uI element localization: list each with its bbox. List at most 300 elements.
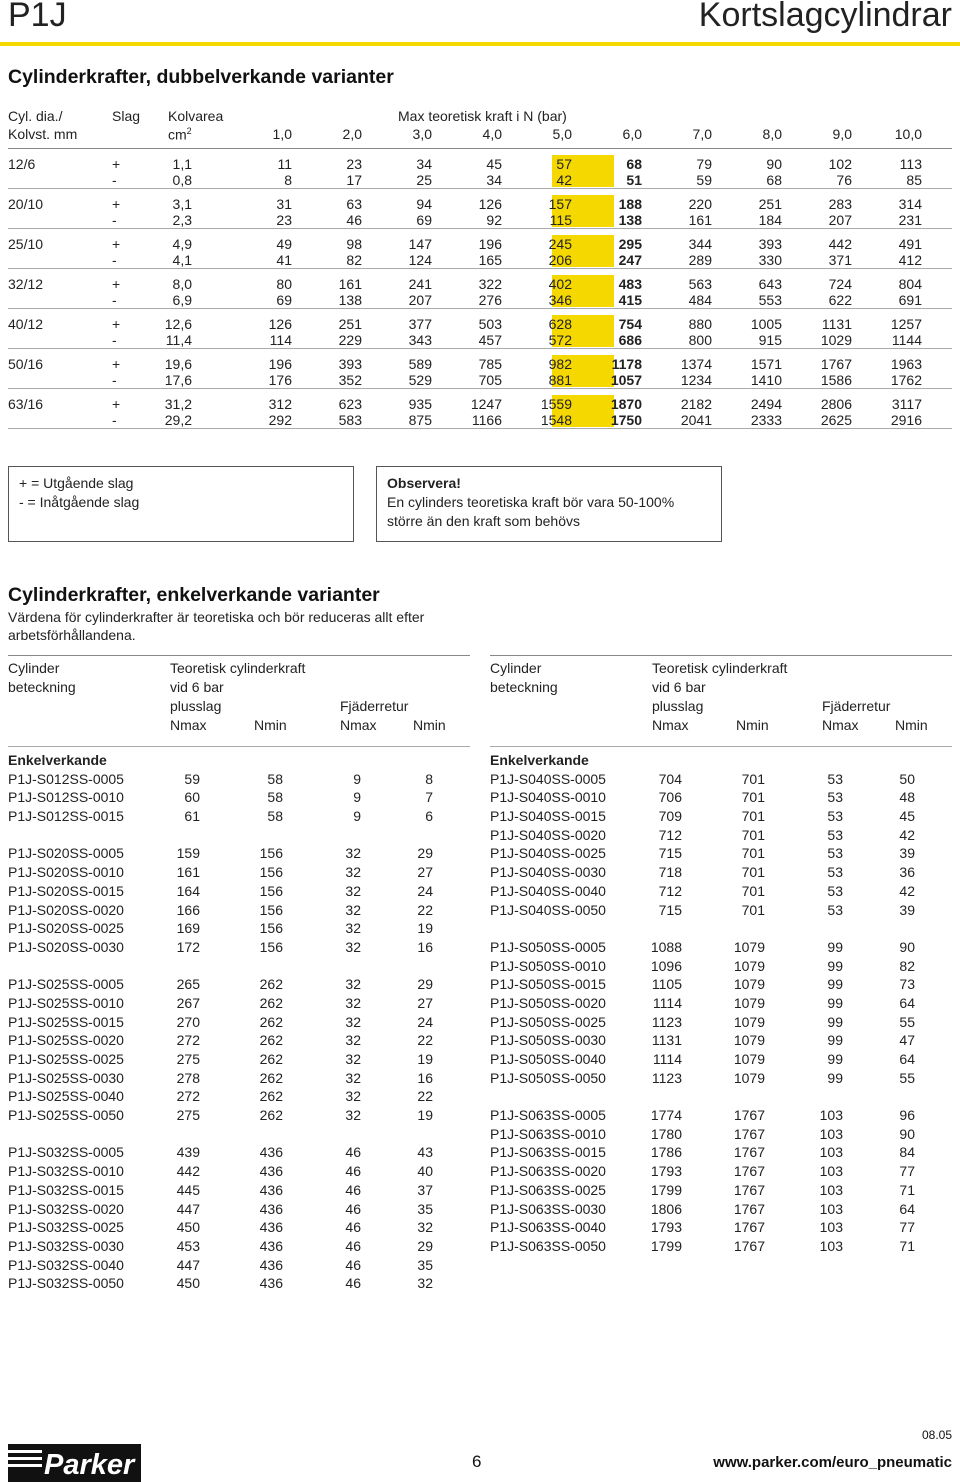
force-value: 1870: [610, 396, 642, 412]
force-cell: 32: [345, 1032, 361, 1049]
force-cell: 442: [176, 1163, 200, 1180]
model-code: P1J-S020SS-0025: [8, 920, 124, 937]
single-head-h_force2: vid 6 bar: [170, 679, 224, 695]
force-cell: 701: [741, 808, 765, 825]
single-acting-title: Cylinderkrafter, enkelverkande varianter: [8, 584, 380, 606]
force-cell: 262: [259, 994, 283, 1011]
section-label: Enkelverkande: [8, 752, 107, 768]
force-cell: 262: [259, 976, 283, 993]
force-value: 1750: [610, 412, 642, 428]
spacer-row: [490, 920, 952, 939]
force-cell: 103: [819, 1107, 843, 1124]
force-cell: 1079: [733, 994, 765, 1011]
force-cell: 53: [827, 882, 843, 899]
model-code: P1J-S050SS-0050: [490, 1069, 606, 1086]
pressure-head-0: 1,0: [272, 126, 292, 142]
force-cell: 262: [259, 1088, 283, 1105]
model-row: [490, 1201, 952, 1220]
force-cell: 29: [417, 1237, 433, 1254]
force-value: 1029: [820, 332, 852, 348]
force-value: 754: [618, 316, 642, 332]
model-row: [8, 902, 470, 921]
force-cell: 84: [899, 1144, 915, 1161]
force-cell: 99: [827, 976, 843, 993]
force-value: 90: [766, 156, 782, 172]
model-row: [490, 1032, 952, 1051]
model-row: [8, 1070, 470, 1089]
single-head-h_spring: Fjäderretur: [822, 698, 891, 714]
force-cell: 103: [819, 1181, 843, 1198]
force-value: 2041: [680, 412, 712, 428]
force-cell: 29: [417, 845, 433, 862]
force-cell: 50: [899, 770, 915, 787]
stroke-sign: +: [112, 396, 121, 412]
force-value: 147: [408, 236, 432, 252]
force-cell: 82: [899, 957, 915, 974]
force-value: 138: [618, 212, 642, 228]
dia-label: 12/6: [8, 156, 36, 172]
model-code: P1J-S025SS-0020: [8, 1032, 124, 1049]
model-row: [8, 883, 470, 902]
force-value: 1571: [750, 356, 782, 372]
stroke-sign: +: [112, 356, 121, 372]
force-cell: 43: [417, 1144, 433, 1161]
force-value: 102: [828, 156, 852, 172]
dia-label: 63/16: [8, 396, 44, 412]
model-code: P1J-S050SS-0025: [490, 1013, 606, 1030]
force-cell: 32: [345, 976, 361, 993]
model-row: [8, 864, 470, 883]
force-cell: 1079: [733, 1069, 765, 1086]
force-cell: 32: [345, 1069, 361, 1086]
piston-area: 31,2: [164, 396, 192, 412]
model-code: P1J-S040SS-0020: [490, 826, 606, 843]
force-cell: 35: [417, 1256, 433, 1273]
force-cell: 55: [899, 1013, 915, 1030]
header-product: P1J: [8, 0, 67, 34]
force-value: 785: [478, 356, 502, 372]
force-cell: 103: [819, 1200, 843, 1217]
force-value: 42: [556, 172, 572, 188]
pressure-head-8: 9,0: [832, 126, 852, 142]
force-cell: 53: [827, 808, 843, 825]
model-code: P1J-S063SS-0030: [490, 1200, 606, 1217]
force-value: 68: [626, 156, 642, 172]
force-value: 800: [688, 332, 712, 348]
force-cell: 7: [425, 789, 433, 806]
force-value: 1559: [540, 396, 572, 412]
force-cell: 701: [741, 901, 765, 918]
force-value: 529: [408, 372, 432, 388]
force-value: 1767: [820, 356, 852, 372]
force-value: 220: [688, 196, 712, 212]
force-value: 622: [828, 292, 852, 308]
stroke-sign: -: [112, 412, 117, 428]
force-value: 114: [269, 332, 292, 348]
model-code: P1J-S063SS-0040: [490, 1219, 606, 1236]
force-value: 46: [346, 212, 362, 228]
model-row: [490, 995, 952, 1014]
model-row: [490, 1014, 952, 1033]
note-line-2: större än den kraft som behövs: [387, 513, 580, 529]
piston-area: 6,9: [172, 292, 192, 308]
model-code: P1J-S040SS-0040: [490, 882, 606, 899]
force-cell: 272: [176, 1088, 200, 1105]
force-cell: 701: [741, 826, 765, 843]
force-value: 1963: [890, 356, 922, 372]
model-code: P1J-S050SS-0040: [490, 1051, 606, 1067]
force-value: 2494: [750, 396, 782, 412]
force-cell: 1793: [650, 1163, 682, 1180]
model-code: P1J-S063SS-0010: [490, 1125, 606, 1142]
force-value: 343: [408, 332, 432, 348]
force-value: 295: [618, 236, 642, 252]
force-cell: 46: [345, 1237, 361, 1254]
stroke-sign: +: [112, 276, 121, 292]
force-cell: 447: [176, 1256, 200, 1273]
force-cell: 64: [899, 994, 915, 1011]
force-value: 292: [268, 412, 292, 428]
force-header: Max teoretisk kraft i N (bar): [398, 108, 567, 124]
force-cell: 159: [176, 845, 200, 862]
note-box: [376, 466, 722, 542]
force-value: 57: [556, 156, 572, 172]
double-table-header: [8, 100, 952, 149]
force-cell: 709: [658, 808, 682, 825]
force-cell: 1079: [733, 1013, 765, 1030]
piston-area: 0,8: [172, 172, 192, 188]
force-cell: 156: [259, 901, 283, 918]
force-cell: 46: [345, 1163, 361, 1180]
model-row: [490, 789, 952, 808]
model-row: [8, 1051, 470, 1070]
pressure-head-2: 3,0: [412, 126, 432, 142]
force-cell: 71: [899, 1237, 915, 1254]
force-cell: 24: [417, 1013, 433, 1030]
double-acting-title: Cylinderkrafter, dubbelverkande varianter: [8, 66, 394, 88]
dia-group: [8, 149, 952, 189]
force-value: 491: [898, 236, 922, 252]
force-value: 724: [828, 276, 852, 292]
force-value: 344: [688, 236, 712, 252]
force-value: 31: [276, 196, 292, 212]
force-cell: 47: [899, 1032, 915, 1049]
force-cell: 706: [658, 789, 682, 806]
model-row: [8, 771, 470, 790]
dia-label: 20/10: [8, 196, 44, 212]
force-cell: 39: [899, 845, 915, 862]
force-cell: 99: [827, 1069, 843, 1086]
force-value: 346: [548, 292, 572, 308]
single-head-h_nmax: Nmax: [652, 717, 689, 733]
single-head-h_cyl2: beteckning: [8, 679, 76, 695]
force-cell: 19: [417, 1107, 433, 1124]
force-value: 276: [478, 292, 502, 308]
pressure-head-1: 2,0: [342, 126, 362, 142]
force-value: 23: [276, 212, 292, 228]
force-cell: 1767: [733, 1237, 765, 1254]
single-head-h_nmax: Nmax: [822, 717, 859, 733]
force-value: 880: [688, 316, 712, 332]
section-label: Enkelverkande: [490, 752, 589, 768]
force-value: 34: [416, 156, 432, 172]
force-cell: 715: [658, 845, 682, 862]
force-value: 442: [828, 236, 852, 252]
force-value: 457: [478, 332, 502, 348]
force-cell: 22: [417, 1088, 433, 1105]
piston-area: 12,6: [164, 316, 192, 332]
force-value: 207: [828, 212, 852, 228]
force-value: 1247: [470, 396, 502, 412]
model-code: P1J-S050SS-0010: [490, 957, 606, 974]
force-value: 881: [548, 372, 572, 388]
force-value: 935: [408, 396, 432, 412]
force-cell: 156: [259, 920, 283, 937]
force-cell: 161: [176, 864, 200, 881]
force-cell: 436: [259, 1200, 283, 1217]
single-head-h_force1: Teoretisk cylinderkraft: [652, 660, 788, 676]
force-cell: 53: [827, 845, 843, 862]
force-value: 377: [408, 316, 432, 332]
force-cell: 169: [176, 920, 200, 937]
single-description: [8, 608, 424, 644]
force-value: 241: [408, 276, 432, 292]
force-cell: 46: [345, 1144, 361, 1161]
force-value: 98: [346, 236, 362, 252]
force-cell: 172: [176, 938, 200, 955]
force-value: 231: [898, 212, 922, 228]
pressure-head-5: 6,0: [622, 126, 642, 142]
force-cell: 16: [417, 938, 433, 955]
parker-logo: [8, 1444, 141, 1482]
stroke-sign: -: [112, 292, 117, 308]
model-code: P1J-S063SS-0015: [490, 1144, 606, 1161]
model-code: P1J-S020SS-0015: [8, 882, 124, 899]
force-cell: 32: [345, 1107, 361, 1124]
stroke-sign: +: [112, 236, 121, 252]
force-value: 628: [548, 316, 572, 332]
force-cell: 55: [899, 1069, 915, 1086]
model-row: [8, 808, 470, 827]
model-row: [490, 902, 952, 921]
force-cell: 27: [417, 994, 433, 1011]
header-category: Kortslagcylindrar: [698, 0, 952, 34]
force-cell: 1767: [733, 1125, 765, 1142]
force-cell: 24: [417, 882, 433, 899]
force-cell: 90: [899, 1125, 915, 1142]
model-row: [8, 1201, 470, 1220]
force-cell: 9: [353, 808, 361, 825]
force-cell: 61: [184, 808, 200, 825]
legend-out: + = Utgående slag: [19, 475, 134, 491]
force-value: 85: [906, 172, 922, 188]
force-cell: 1123: [651, 1013, 682, 1030]
model-row: [490, 1126, 952, 1145]
force-value: 412: [898, 252, 922, 268]
legend-box: [8, 466, 354, 542]
force-value: 196: [268, 356, 292, 372]
force-cell: 99: [827, 994, 843, 1011]
force-cell: 262: [259, 1069, 283, 1086]
spacer-row: [8, 958, 470, 977]
model-code: P1J-S025SS-0025: [8, 1051, 124, 1067]
force-cell: 32: [345, 901, 361, 918]
force-cell: 73: [899, 976, 915, 993]
stroke-sign: +: [112, 196, 121, 212]
force-cell: 701: [741, 845, 765, 862]
force-value: 583: [338, 412, 362, 428]
single-head-h_plus: plusslag: [170, 698, 222, 714]
model-code: P1J-S020SS-0030: [8, 938, 124, 955]
force-value: 126: [478, 196, 502, 212]
model-code: P1J-S063SS-0025: [490, 1181, 606, 1198]
force-cell: 99: [827, 938, 843, 955]
single-head-h_force2: vid 6 bar: [652, 679, 706, 695]
force-cell: 32: [345, 864, 361, 881]
force-value: 2182: [680, 396, 712, 412]
force-cell: 58: [267, 770, 283, 787]
force-value: 82: [346, 252, 362, 268]
model-code: P1J-S050SS-0005: [490, 938, 606, 955]
model-code: P1J-S032SS-0030: [8, 1237, 124, 1254]
force-value: 1410: [750, 372, 782, 388]
force-cell: 701: [741, 789, 765, 806]
force-value: 1374: [680, 356, 712, 372]
model-row: [490, 883, 952, 902]
force-value: 415: [618, 292, 642, 308]
force-cell: 39: [899, 901, 915, 918]
force-cell: 53: [827, 864, 843, 881]
force-cell: 1131: [651, 1032, 682, 1049]
force-cell: 32: [345, 1088, 361, 1105]
force-value: 3117: [891, 396, 922, 412]
force-value: 875: [408, 412, 432, 428]
force-value: 330: [758, 252, 782, 268]
force-cell: 53: [827, 826, 843, 843]
force-cell: 32: [345, 938, 361, 955]
force-cell: 1799: [650, 1237, 682, 1254]
page-number: 6: [472, 1452, 482, 1471]
force-cell: 59: [184, 770, 200, 787]
force-value: 483: [618, 276, 642, 292]
dia-group: [8, 309, 952, 349]
force-cell: 262: [259, 1013, 283, 1030]
force-cell: 436: [259, 1237, 283, 1254]
legend-in: - = Inåtgående slag: [19, 494, 140, 510]
force-value: 79: [696, 156, 712, 172]
force-value: 51: [626, 172, 642, 188]
force-cell: 262: [259, 1032, 283, 1049]
col-dia-label-2: Kolvst. mm: [8, 126, 78, 142]
force-cell: 32: [345, 882, 361, 899]
force-cell: 1105: [651, 976, 682, 993]
force-cell: 40: [417, 1163, 433, 1180]
model-row: [490, 976, 952, 995]
model-code: P1J-S040SS-0005: [490, 770, 606, 787]
note-title: Observera!: [387, 475, 461, 491]
force-cell: 436: [259, 1144, 283, 1161]
spacer-row: [8, 827, 470, 846]
force-cell: 1079: [733, 1032, 765, 1049]
force-cell: 8: [425, 770, 433, 787]
force-cell: 1767: [733, 1144, 765, 1161]
force-value: 503: [478, 316, 502, 332]
force-value: 1166: [471, 412, 502, 428]
model-code: P1J-S025SS-0050: [8, 1107, 124, 1124]
desc-line-2: arbetsförhållandena.: [8, 627, 136, 643]
model-code: P1J-S050SS-0030: [490, 1032, 606, 1049]
model-row: [490, 1107, 952, 1126]
model-code: P1J-S063SS-0020: [490, 1163, 606, 1180]
force-cell: 1774: [650, 1107, 682, 1124]
force-value: 2333: [750, 412, 782, 428]
force-cell: 436: [259, 1163, 283, 1180]
model-row: [8, 1088, 470, 1107]
force-value: 705: [478, 372, 502, 388]
stroke-sign: -: [112, 372, 117, 388]
model-row: [490, 808, 952, 827]
col-area-unit: $cm^2$: [168, 126, 192, 143]
force-value: 1762: [890, 372, 922, 388]
force-cell: 1767: [733, 1163, 765, 1180]
dia-group: [8, 189, 952, 229]
force-value: 245: [548, 236, 572, 252]
force-cell: 1079: [733, 938, 765, 955]
single-head-h_cyl1: Cylinder: [8, 660, 60, 676]
force-value: 2916: [890, 412, 922, 428]
force-cell: 32: [345, 920, 361, 937]
force-cell: 37: [417, 1181, 433, 1198]
model-row: [490, 845, 952, 864]
model-code: P1J-S012SS-0005: [8, 770, 124, 787]
force-cell: 453: [176, 1237, 200, 1254]
force-value: 45: [486, 156, 502, 172]
model-row: [490, 1182, 952, 1201]
force-cell: 1079: [733, 1051, 765, 1067]
force-value: 1057: [610, 372, 642, 388]
dia-group: [8, 389, 952, 429]
force-cell: 103: [819, 1163, 843, 1180]
force-value: 314: [898, 196, 922, 212]
force-cell: 71: [899, 1181, 915, 1198]
force-cell: 262: [259, 1107, 283, 1124]
stroke-sign: +: [112, 156, 121, 172]
force-cell: 46: [345, 1275, 361, 1292]
force-cell: 16: [417, 1069, 433, 1086]
force-value: 484: [688, 292, 712, 308]
model-code: P1J-S025SS-0015: [8, 1013, 124, 1030]
force-value: 59: [696, 172, 712, 188]
force-cell: 1767: [733, 1200, 765, 1217]
force-value: 25: [416, 172, 432, 188]
force-value: 126: [268, 316, 292, 332]
force-cell: 1767: [733, 1219, 765, 1236]
single-head-h_plus: plusslag: [652, 698, 704, 714]
dia-label: 50/16: [8, 356, 44, 372]
force-cell: 9: [353, 770, 361, 787]
force-value: 371: [828, 252, 852, 268]
model-code: P1J-S050SS-0015: [490, 976, 606, 993]
force-value: 393: [758, 236, 782, 252]
col-stroke-label: Slag: [112, 108, 141, 124]
force-value: 188: [618, 196, 642, 212]
piston-area: 19,6: [164, 356, 192, 372]
force-value: 1257: [890, 316, 922, 332]
force-cell: 270: [176, 1013, 200, 1030]
force-cell: 46: [345, 1256, 361, 1273]
force-cell: 42: [899, 882, 915, 899]
force-cell: 22: [417, 901, 433, 918]
